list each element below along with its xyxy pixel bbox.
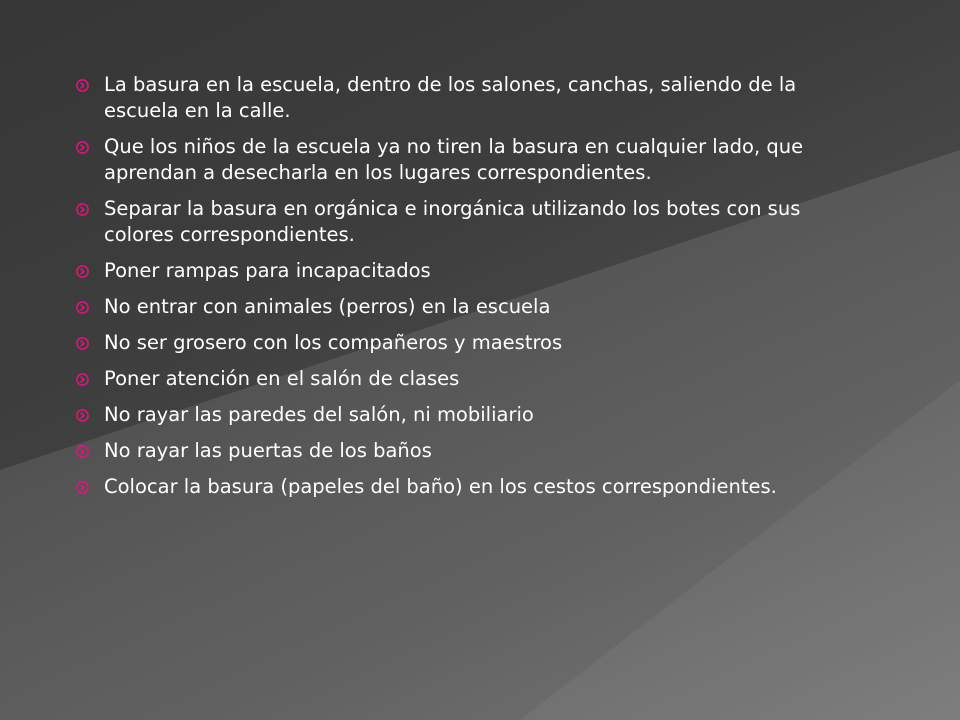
bullet-item	[76, 72, 866, 124]
circled-chevron-right-icon	[76, 409, 89, 422]
bullet-item	[76, 366, 866, 392]
circled-chevron-right-icon	[76, 301, 89, 314]
bullet-text: La basura en la escuela, dentro de los salones, canchas, saliendo de la escuela en la calle.	[104, 73, 797, 122]
bullet-text: No ser grosero con los compañeros y maestros	[104, 331, 563, 354]
bullet-item	[76, 438, 866, 464]
circled-chevron-right-icon	[76, 141, 89, 154]
bullet-item	[76, 474, 866, 500]
bullet-text: Poner rampas para incapacitados	[104, 259, 431, 282]
bullet-text: No rayar las puertas de los baños	[104, 439, 432, 462]
bullet-item	[76, 258, 866, 284]
bullet-text: Poner atención en el salón de clases	[104, 367, 460, 390]
bullet-item	[76, 134, 866, 186]
bullet-list	[76, 72, 866, 510]
circled-chevron-right-icon	[76, 481, 89, 494]
circled-chevron-right-icon	[76, 203, 89, 216]
bullet-item	[76, 330, 866, 356]
bullet-item	[76, 294, 866, 320]
bullet-text: No entrar con animales (perros) en la escuela	[104, 295, 551, 318]
bullet-text: Separar la basura en orgánica e inorgánica utilizando los botes con sus colores correspondientes.	[104, 197, 801, 246]
bullet-text: Colocar la basura (papeles del baño) en los cestos correspondientes.	[104, 475, 777, 498]
bullet-item	[76, 402, 866, 428]
circled-chevron-right-icon	[76, 373, 89, 386]
circled-chevron-right-icon	[76, 337, 89, 350]
bullet-text: Que los niños de la escuela ya no tiren la basura en cualquier lado, que aprendan a desecharla en los lugares correspondientes.	[104, 135, 804, 184]
circled-chevron-right-icon	[76, 445, 89, 458]
bullet-item	[76, 196, 866, 248]
bullet-text: No rayar las paredes del salón, ni mobiliario	[104, 403, 534, 426]
circled-chevron-right-icon	[76, 265, 89, 278]
circled-chevron-right-icon	[76, 79, 89, 92]
